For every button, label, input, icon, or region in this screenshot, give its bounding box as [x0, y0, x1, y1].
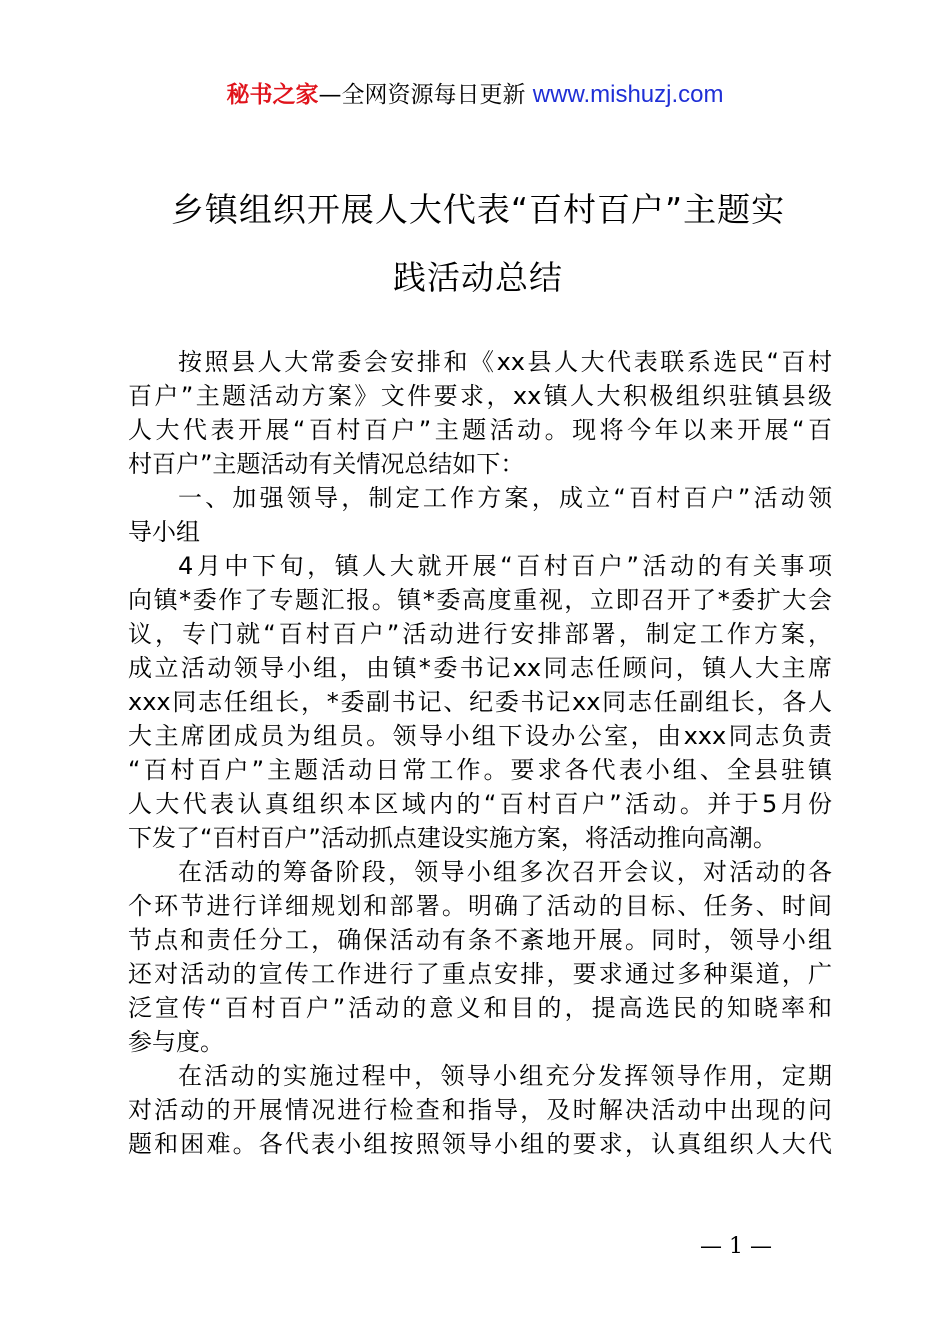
paragraph-line: “百村百户”主题活动日常工作。要求各代表小组、全县驻镇 [128, 756, 832, 784]
paragraph-line: 个环节进行详细规划和部署。明确了活动的目标、任务、时间 [128, 892, 832, 920]
section-heading-line: 一、加强领导，制定工作方案，成立“百村百户”活动领 [178, 484, 832, 512]
paragraph-line: 4月中下旬，镇人大就开展“百村百户”活动的有关事项 [178, 552, 832, 580]
site-slogan: —全网资源每日更新 [318, 82, 526, 108]
paragraph-line: 下发了“百村百户”活动抓点建设实施方案，将活动推向高潮。 [128, 824, 777, 852]
paragraph-line: 题和困难。各代表小组按照领导小组的要求，认真组织人大代 [128, 1130, 832, 1158]
document-title-line-1: 乡镇组织开展人大代表“百村百户”主题实 [170, 190, 786, 229]
paragraph-line: 向镇*委作了专题汇报。镇*委高度重视，立即召开了*委扩大会 [128, 586, 832, 614]
document-title-line-2: 践活动总结 [393, 258, 563, 297]
paragraph-line: 节点和责任分工，确保活动有条不紊地开展。同时，领导小组 [128, 926, 832, 954]
paragraph-line: 百户”主题活动方案》文件要求，xx镇人大积极组织驻镇县级 [128, 382, 832, 410]
section-heading-line: 导小组 [128, 518, 200, 546]
paragraph-line: 村百户”主题活动有关情况总结如下： [128, 450, 525, 478]
paragraph-line: 议，专门就“百村百户”活动进行安排部署，制定工作方案， [128, 620, 832, 648]
paragraph-line: 对活动的开展情况进行检查和指导，及时解决活动中出现的问 [128, 1096, 832, 1124]
document-body [128, 345, 832, 1161]
site-url-link[interactable]: www.mishuzj.com [532, 81, 724, 108]
paragraph-line: 大主席团成员为组员。领导小组下设办公室，由xxx同志负责 [128, 722, 832, 750]
paragraph-line: 人大代表认真组织本区域内的“百村百户”活动。并于5月份 [128, 790, 832, 818]
paragraph-line: 泛宣传“百村百户”活动的意义和目的，提高选民的知晓率和 [128, 994, 832, 1022]
paragraph-line: 还对活动的宣传工作进行了重点安排，要求通过多种渠道，广 [128, 960, 832, 988]
paragraph-line: 成立活动领导小组，由镇*委书记xx同志任顾问，镇人大主席 [128, 654, 832, 682]
paragraph-line: 人大代表开展“百村百户”主题活动。现将今年以来开展“百 [128, 416, 832, 444]
site-header [0, 78, 950, 112]
paragraph-line: 在活动的实施过程中，领导小组充分发挥领导作用，定期 [178, 1062, 832, 1090]
paragraph-line: 参与度。 [128, 1028, 224, 1056]
paragraph-line: xxx同志任组长，*委副书记、纪委书记xx同志任副组长，各人 [128, 688, 832, 716]
paragraph-line: 在活动的筹备阶段，领导小组多次召开会议，对活动的各 [178, 858, 832, 886]
page-number: — 1 — [700, 1234, 772, 1259]
site-brand: 秘书之家 [226, 82, 319, 108]
paragraph-line: 按照县人大常委会安排和《xx县人大代表联系选民“百村 [178, 348, 832, 376]
